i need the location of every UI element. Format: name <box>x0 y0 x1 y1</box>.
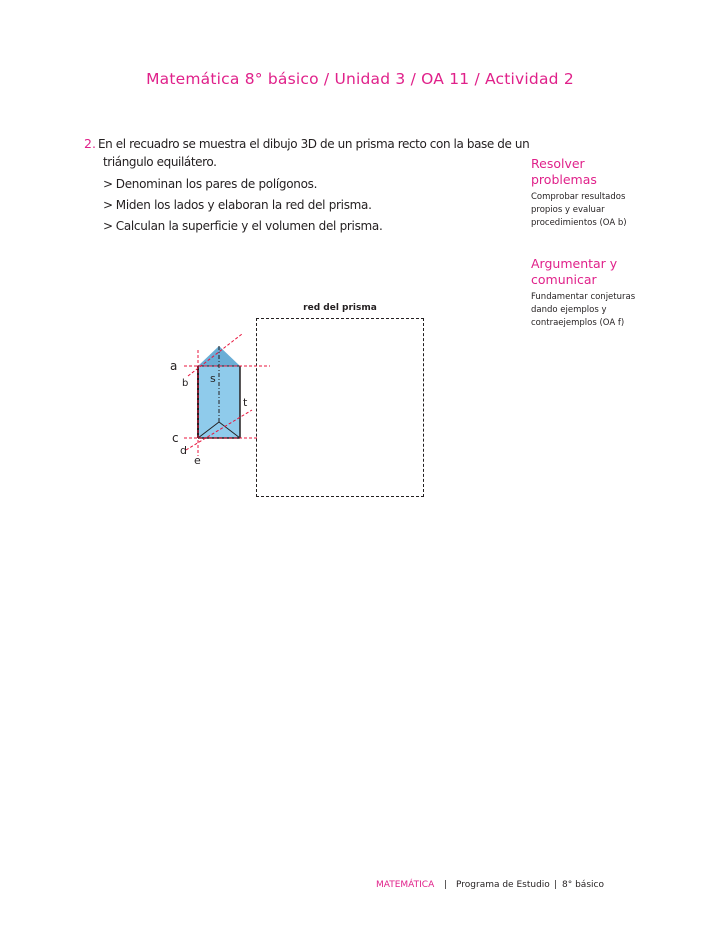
skill-description-line: procedimientos (OA b) <box>531 218 627 228</box>
skill-title <box>531 156 597 188</box>
footer-brand-text: MATEMÁTICA <box>376 880 435 890</box>
skill-title <box>531 256 617 288</box>
bullet-item <box>103 177 317 191</box>
skill-description-line: Fundamentar conjeturas <box>531 292 636 302</box>
skill-description-line: dando ejemplos y <box>531 305 607 315</box>
point-label-b: b <box>182 378 189 389</box>
point-label-e: e <box>194 454 201 467</box>
skill-description <box>531 291 635 330</box>
point-label-t: t <box>243 396 248 409</box>
point-label-c: c <box>172 431 179 445</box>
skill-description-line: propios y evaluar <box>531 205 605 215</box>
footer-separator: | <box>554 880 558 890</box>
skill-description-line: contraejemplos (OA f) <box>531 318 625 328</box>
skill-description-line: Comprobar resultados <box>531 192 626 202</box>
skill-title-line: problemas <box>531 172 597 187</box>
bullet-text: Denominan los pares de polígonos. <box>115 177 318 191</box>
footer-brand <box>376 880 434 890</box>
bullet-item <box>103 198 372 212</box>
bullet-text: Calculan la superficie y el volumen del prisma. <box>115 219 383 233</box>
point-label-a: a <box>170 359 178 373</box>
question-text-line-2: triángulo equilátero. <box>103 155 217 169</box>
footer-separator: | <box>444 880 448 890</box>
point-label-d: d <box>180 444 187 457</box>
skill-title-line: comunicar <box>531 272 597 287</box>
bullet-text: Miden los lados y elaboran la red del prisma. <box>115 198 372 212</box>
net-drawing-box <box>256 318 424 497</box>
bullet-marker: > <box>103 177 113 191</box>
skill-title-line: Argumentar y <box>531 256 618 271</box>
bullet-marker: > <box>103 198 113 212</box>
footer-level: 8° básico <box>562 880 604 890</box>
net-label: red del prisma <box>303 303 377 313</box>
question-number: 2. <box>84 136 96 151</box>
bullet-marker: > <box>103 219 113 233</box>
bullet-item <box>103 219 383 233</box>
prism-figure <box>160 330 270 470</box>
page-title: Matemática 8° básico / Unidad 3 / OA 11 / Actividad 2 <box>146 70 574 88</box>
skill-title-line: Resolver <box>531 156 585 171</box>
skill-description <box>531 191 627 230</box>
question-text-line-1: En el recuadro se muestra el dibujo 3D de un prisma recto con la base de un <box>98 137 530 151</box>
point-label-s: s <box>210 372 216 385</box>
footer-program: Programa de Estudio <box>456 880 550 890</box>
